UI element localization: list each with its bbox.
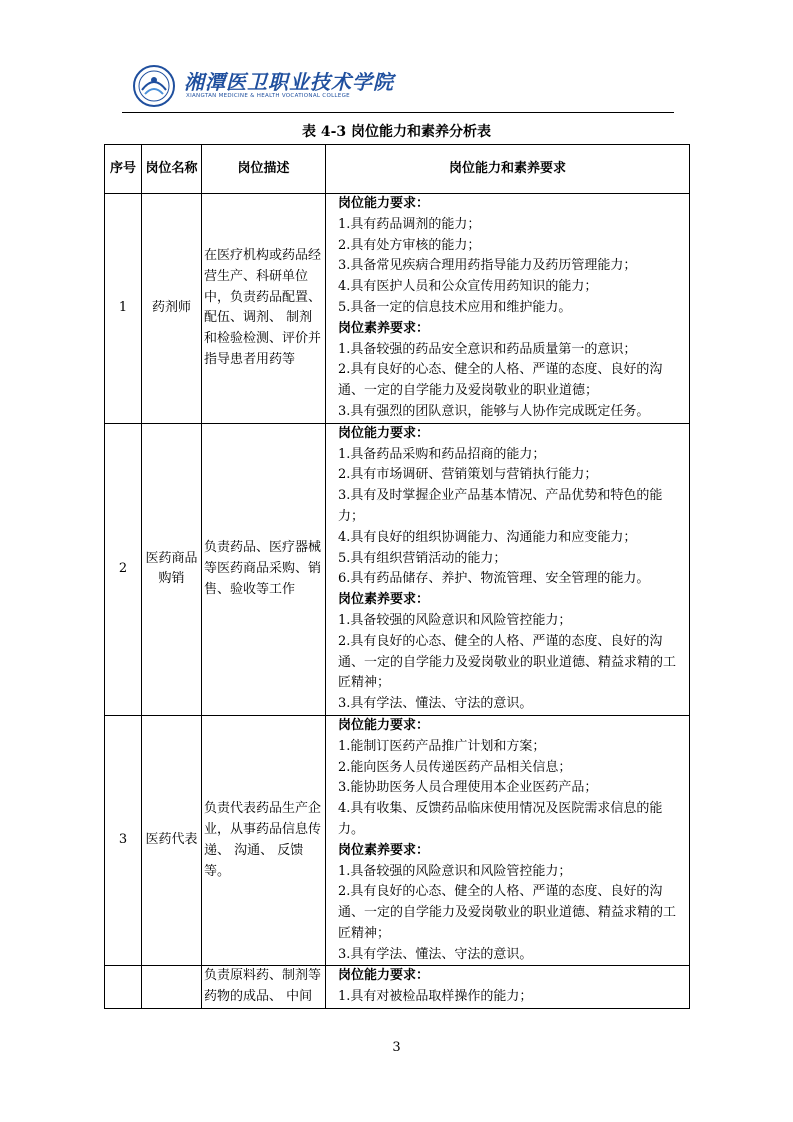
college-logo-icon [132, 64, 176, 108]
table-row-partial [105, 966, 690, 1009]
job-requirements [326, 194, 690, 424]
ability-item: 2.具有市场调研、营销策划与营销执行能力； [338, 467, 598, 483]
quality-item: 2.具有良好的心态、健全的人格、严谨的态度、良好的沟通、一定的自学能力及爱岗敬业的职业道德、精益求精的工匠精神； [338, 633, 677, 691]
job-description: 负责代表药品生产企业，从事药品信息传递、 沟通、 反馈等。 [202, 715, 326, 966]
ability-item: 1.具备药品采购和药品招商的能力； [338, 446, 546, 462]
school-name-cn: 湘潭医卫职业技术学院 [184, 70, 394, 94]
job-name: 医药商品购销 [142, 423, 202, 715]
quality-item: 2.具有良好的心态、健全的人格、严谨的态度、良好的沟通、一定的自学能力及爱岗敬业的职业道德； [338, 362, 663, 399]
job-requirements [326, 966, 690, 1009]
quality-item: 3.具有学法、懂法、守法的意识。 [338, 946, 533, 962]
ability-item: 1.能制订医药产品推广计划和方案； [338, 738, 546, 754]
row-number: 3 [105, 715, 142, 966]
ability-item: 3.具有及时掌握企业产品基本情况、产品优势和特色的能力； [338, 488, 663, 524]
job-name: 药剂师 [142, 194, 202, 424]
job-requirements [326, 715, 690, 966]
quality-item: 1.具备较强的风险意识和风险管控能力； [338, 612, 572, 628]
ability-item: 1.具有药品调剂的能力； [338, 216, 481, 232]
row-number: 1 [105, 194, 142, 424]
ability-title: 岗位能力要求： [338, 968, 430, 984]
school-name-en: XIANGTAN MEDICINE & HEALTH VOCATIONAL COLLEGE [186, 93, 350, 99]
job-name [142, 966, 202, 1009]
ability-title: 岗位能力要求： [338, 425, 430, 441]
quality-title: 岗位素养要求： [338, 592, 430, 608]
table-row [105, 423, 690, 715]
page-number: 3 [392, 1040, 401, 1055]
table-row [105, 715, 690, 966]
job-description: 负责原料药、制剂等药物的成品、 中间 [202, 966, 326, 1009]
quality-item: 1.具备较强的药品安全意识和药品质量第一的意识； [338, 341, 637, 357]
header-req: 岗位能力和素养要求 [326, 145, 690, 194]
job-analysis-table [104, 144, 690, 1009]
ability-item: 4.具有良好的组织协调能力、沟通能力和应变能力； [338, 529, 637, 545]
row-number: 2 [105, 423, 142, 715]
ability-item: 6.具有药品储存、养护、物流管理、安全管理的能力。 [338, 571, 650, 587]
ability-item: 5.具有组织营销活动的能力； [338, 550, 507, 566]
ability-item: 4.具有医护人员和公众宣传用药知识的能力； [338, 279, 598, 295]
table-row [105, 194, 690, 424]
ability-item: 4.具有收集、反馈药品临床使用情况及医院需求信息的能力。 [338, 801, 663, 837]
quality-item: 3.具有强烈的团队意识，能够与人协作完成既定任务。 [338, 403, 650, 419]
quality-title: 岗位素养要求： [338, 320, 430, 336]
quality-item: 2.具有良好的心态、健全的人格、严谨的态度、良好的沟通、一定的自学能力及爱岗敬业的职业道德、精益求精的工匠精神； [338, 884, 677, 941]
header-rule [122, 112, 674, 113]
ability-item: 2.能向医务人员传递医药产品相关信息； [338, 759, 572, 775]
ability-title: 岗位能力要求： [338, 717, 430, 733]
row-number [105, 966, 142, 1009]
quality-item: 3.具有学法、懂法、守法的意识。 [338, 696, 533, 712]
table-header-row [105, 145, 690, 194]
quality-item: 1.具备较强的风险意识和风险管控能力； [338, 863, 572, 879]
page-header [132, 64, 552, 108]
job-name: 医药代表 [142, 715, 202, 966]
quality-title: 岗位素养要求： [338, 842, 430, 858]
header-name: 岗位名称 [142, 145, 202, 194]
ability-title: 岗位能力要求： [338, 196, 430, 211]
job-requirements [326, 423, 690, 715]
header-no: 序号 [105, 145, 142, 194]
header-desc: 岗位描述 [202, 145, 326, 194]
ability-item: 3.具备常见疾病合理用药指导能力及药历管理能力； [338, 258, 637, 274]
ability-item: 5.具备一定的信息技术应用和维护能力。 [338, 299, 572, 315]
job-description: 负责药品、医疗器械等医药商品采购、销售、验收等工作 [202, 423, 326, 715]
ability-item: 1.具有对被检品取样操作的能力； [338, 989, 533, 1005]
ability-item: 3.能协助医务人员合理使用本企业医药产品； [338, 780, 598, 796]
table-caption: 表 4-3 岗位能力和素养分析表 [301, 124, 492, 140]
job-description: 在医疗机构或药品经营生产、科研单位中，负责药品配置、配伍、调剂、 制剂和检验检测、评价并指导患者用药等 [202, 194, 326, 424]
ability-item: 2.具有处方审核的能力； [338, 237, 481, 253]
